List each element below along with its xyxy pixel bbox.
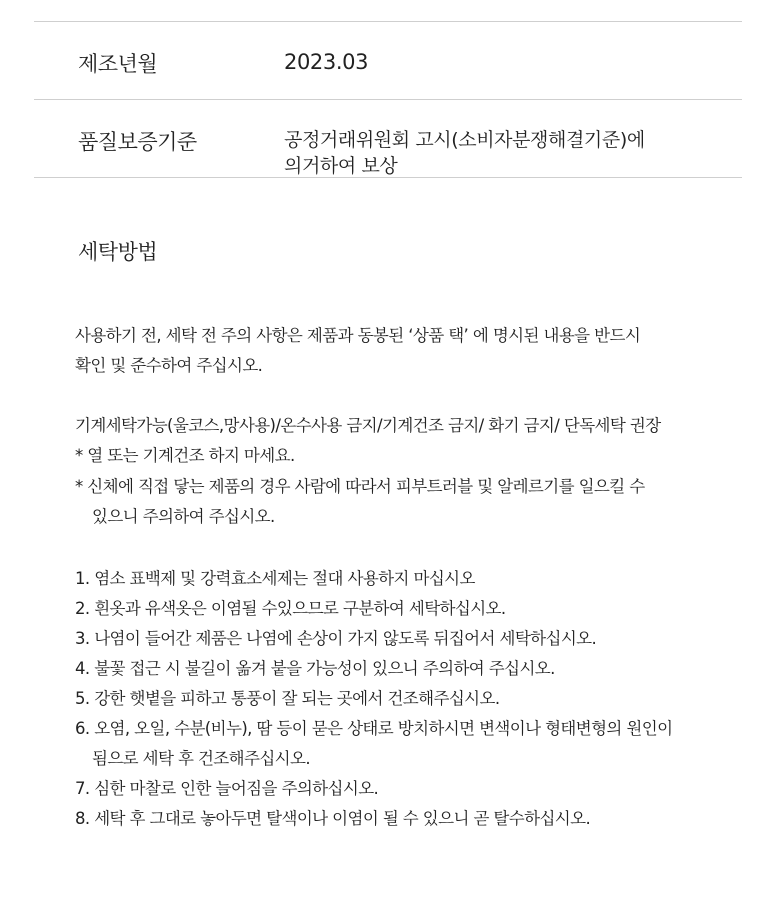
list-item: 4. 불꽃 접근 시 불길이 옮겨 붙을 가능성이 있으니 주의하여 주십시오.: [75, 659, 555, 678]
list-item: 됨으로 세탁 후 건조해주십시오.: [92, 749, 310, 768]
intro-line: 사용하기 전, 세탁 전 주의 사항은 제품과 동봉된 ‘상품 택’ 에 명시된 내용을 반드시: [75, 326, 641, 345]
divider-middle: [34, 99, 742, 100]
list-item: 8. 세탁 후 그대로 놓아두면 탈색이나 이염이 될 수 있으니 곧 탈수하십시오.: [75, 809, 591, 828]
note-line: * 열 또는 기계건조 하지 마세요.: [75, 446, 295, 465]
manufacture-date-label: 제조년월: [78, 52, 158, 76]
list-item: 1. 염소 표백제 및 강력효소세제는 절대 사용하지 마십시오: [75, 569, 475, 588]
intro-line: 확인 및 준수하여 주십시오.: [75, 356, 263, 375]
manufacture-date-value: 2023.03: [284, 50, 369, 74]
note-line: * 신체에 직접 닿는 제품의 경우 사람에 따라서 피부트러블 및 알레르기를 일으킬 수: [75, 477, 645, 496]
warranty-value-line2: 의거하여 보상: [284, 155, 398, 177]
divider-bottom: [34, 177, 742, 178]
warranty-label: 품질보증기준: [78, 130, 197, 154]
warranty-value-line1: 공정거래위원회 고시(소비자분쟁해결기준)에: [284, 129, 645, 151]
list-item: 2. 흰옷과 유색옷은 이염될 수있으므로 구분하여 세탁하십시오.: [75, 599, 506, 618]
divider-top: [34, 21, 742, 22]
care-symbols-line: 기계세탁가능(울코스,망사용)/온수사용 금지/기계건조 금지/ 화기 금지/ 단독세탁 권장: [75, 416, 661, 435]
note-line: 있으니 주의하여 주십시오.: [92, 507, 275, 526]
washing-method-title: 세탁방법: [78, 240, 158, 264]
list-item: 5. 강한 햇볕을 피하고 통풍이 잘 되는 곳에서 건조해주십시오.: [75, 689, 500, 708]
list-item: 3. 나염이 들어간 제품은 나염에 손상이 가지 않도록 뒤집어서 세탁하십시오.: [75, 629, 597, 648]
list-item: 6. 오염, 오일, 수분(비누), 땀 등이 묻은 상태로 방치하시면 변색이나 형태변형의 원인이: [75, 719, 673, 738]
list-item: 7. 심한 마찰로 인한 늘어짐을 주의하십시오.: [75, 779, 379, 798]
